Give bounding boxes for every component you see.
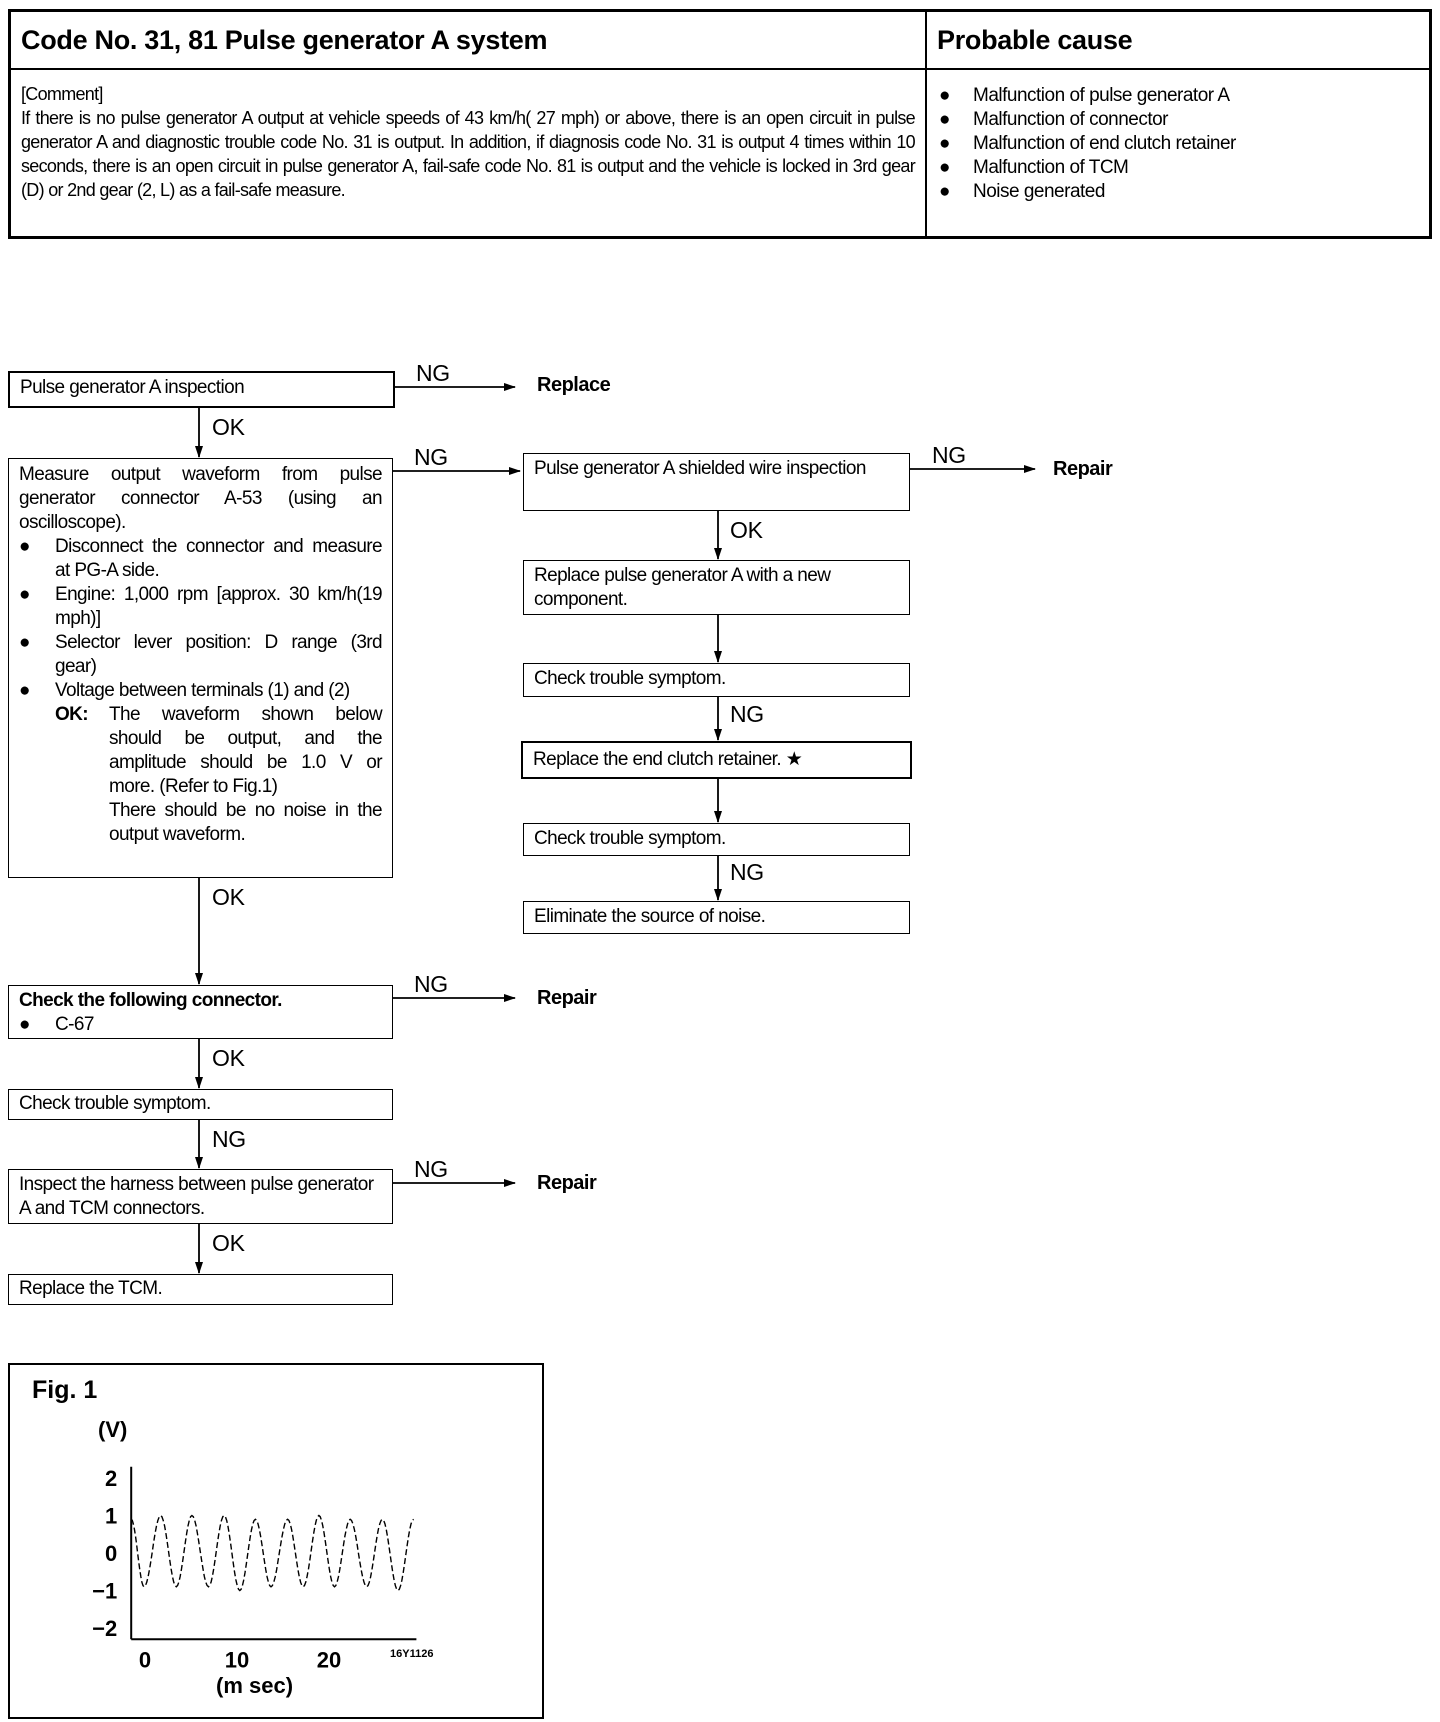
step-replace-pulse-generator: Replace pulse generator A with a new component. (523, 560, 910, 615)
figure-code: 16Y1126 (390, 1648, 434, 1660)
ng-label: NG (414, 971, 448, 997)
y-tick-label: −1 (92, 1578, 118, 1604)
ng-label: NG (730, 701, 764, 727)
bullet-icon: ● (19, 584, 30, 605)
ok-criteria-label: OK: (55, 704, 89, 725)
bullet-icon: ● (19, 1014, 30, 1035)
measure-intro: Measure output waveform from pulse generator connector A-53 (using an oscilloscope). (19, 464, 382, 533)
x-tick-label: 0 (138, 1647, 152, 1673)
step-check-symptom: Check trouble symptom. (8, 1089, 393, 1120)
bullet-icon: ● (939, 157, 950, 178)
connector-item: ● C-67 (19, 1014, 94, 1035)
ok-criteria-text: The waveform shown below should be output, and the amplitude should be 1.0 V or more. (Refer to Fig.1) (109, 704, 382, 797)
bullet-icon: ● (939, 85, 950, 106)
ok-label: OK (212, 1230, 245, 1256)
step-shielded-wire-inspection: Pulse generator A shielded wire inspection (523, 453, 910, 511)
step-replace-tcm: Replace the TCM. (8, 1274, 393, 1305)
measure-bullet: ● Voltage between terminals (1) and (2) (19, 680, 350, 701)
probable-cause-title: Probable cause (926, 11, 1431, 70)
step-eliminate-noise: Eliminate the source of noise. (523, 901, 910, 934)
bullet-icon: ● (19, 680, 30, 701)
measure-bullet: ● Disconnect the connector and measure at PG-A side. (19, 536, 382, 581)
ok-label: OK (212, 1045, 245, 1071)
ng-label: NG (932, 442, 966, 468)
ok-criteria-noise: There should be no noise in the output waveform. (109, 800, 382, 845)
cause-item: ● Noise generated (939, 181, 1105, 202)
step-check-symptom: Check trouble symptom. (523, 823, 910, 856)
replace-action: Replace (537, 374, 611, 396)
repair-action: Repair (537, 1172, 597, 1194)
ok-label: OK (730, 517, 763, 543)
y-tick-label: −2 (92, 1616, 118, 1641)
repair-action: Repair (537, 987, 597, 1009)
check-connector-title: Check the following connector. (19, 990, 282, 1011)
step-replace-end-clutch-retainer: Replace the end clutch retainer. ★ (521, 741, 912, 779)
y-tick-label: 2 (104, 1466, 118, 1491)
comment-label: [Comment] (21, 84, 103, 104)
bullet-icon: ● (19, 632, 30, 653)
comment-text: If there is no pulse generator A output at vehicle speeds of 43 km/h( 27 mph) or above, there is an open circuit in pulse generator A and diagnostic trouble code No. 31 is output. In addition, if diagnosis code No. 31 is output 4 times within 10 seconds, there is an open circuit in pulse generator A, fail-safe code No. 81 is output and the vehicle is locked in 3rd gear (D) or 2nd gear (2, L) as a fail-safe measure. (21, 108, 915, 200)
code-title: Code No. 31, 81 Pulse generator A system (10, 11, 927, 70)
ng-label: NG (212, 1126, 246, 1152)
waveform-line (131, 1516, 413, 1591)
waveform-chart (0, 0, 560, 1722)
bullet-icon: ● (939, 133, 950, 154)
x-tick-label: 10 (224, 1647, 250, 1673)
ng-label: NG (416, 360, 450, 386)
ng-label: NG (730, 859, 764, 885)
y-tick-label: 0 (104, 1541, 118, 1566)
bullet-icon: ● (19, 536, 30, 557)
y-tick-label: 1 (104, 1503, 118, 1529)
measure-bullet: ● Selector lever position: D range (3rd gear) (19, 632, 382, 677)
ok-label: OK (212, 414, 245, 440)
bullet-icon: ● (939, 181, 950, 202)
ng-label: NG (414, 1156, 448, 1182)
x-tick-label: 20 (316, 1647, 342, 1673)
bullet-icon: ● (939, 109, 950, 130)
cause-item: ● Malfunction of end clutch retainer (939, 133, 1236, 154)
step-inspect-harness: Inspect the harness between pulse generator A and TCM connectors. (8, 1169, 393, 1224)
step-check-symptom: Check trouble symptom. (523, 663, 910, 697)
y-axis-label: (V) (98, 1417, 128, 1442)
cause-item: ● Malfunction of pulse generator A (939, 85, 1230, 106)
measure-bullet: ● Engine: 1,000 rpm [approx. 30 km/h(19 mph)] (19, 584, 382, 629)
x-axis-label: (m sec) (216, 1673, 294, 1698)
step-pulse-generator-inspection: Pulse generator A inspection (8, 371, 395, 408)
repair-action: Repair (1053, 458, 1113, 480)
cause-item: ● Malfunction of TCM (939, 157, 1129, 178)
figure-title: Fig. 1 (32, 1376, 98, 1404)
ok-label: OK (212, 884, 245, 910)
cause-item: ● Malfunction of connector (939, 109, 1169, 130)
ng-label: NG (414, 444, 448, 470)
